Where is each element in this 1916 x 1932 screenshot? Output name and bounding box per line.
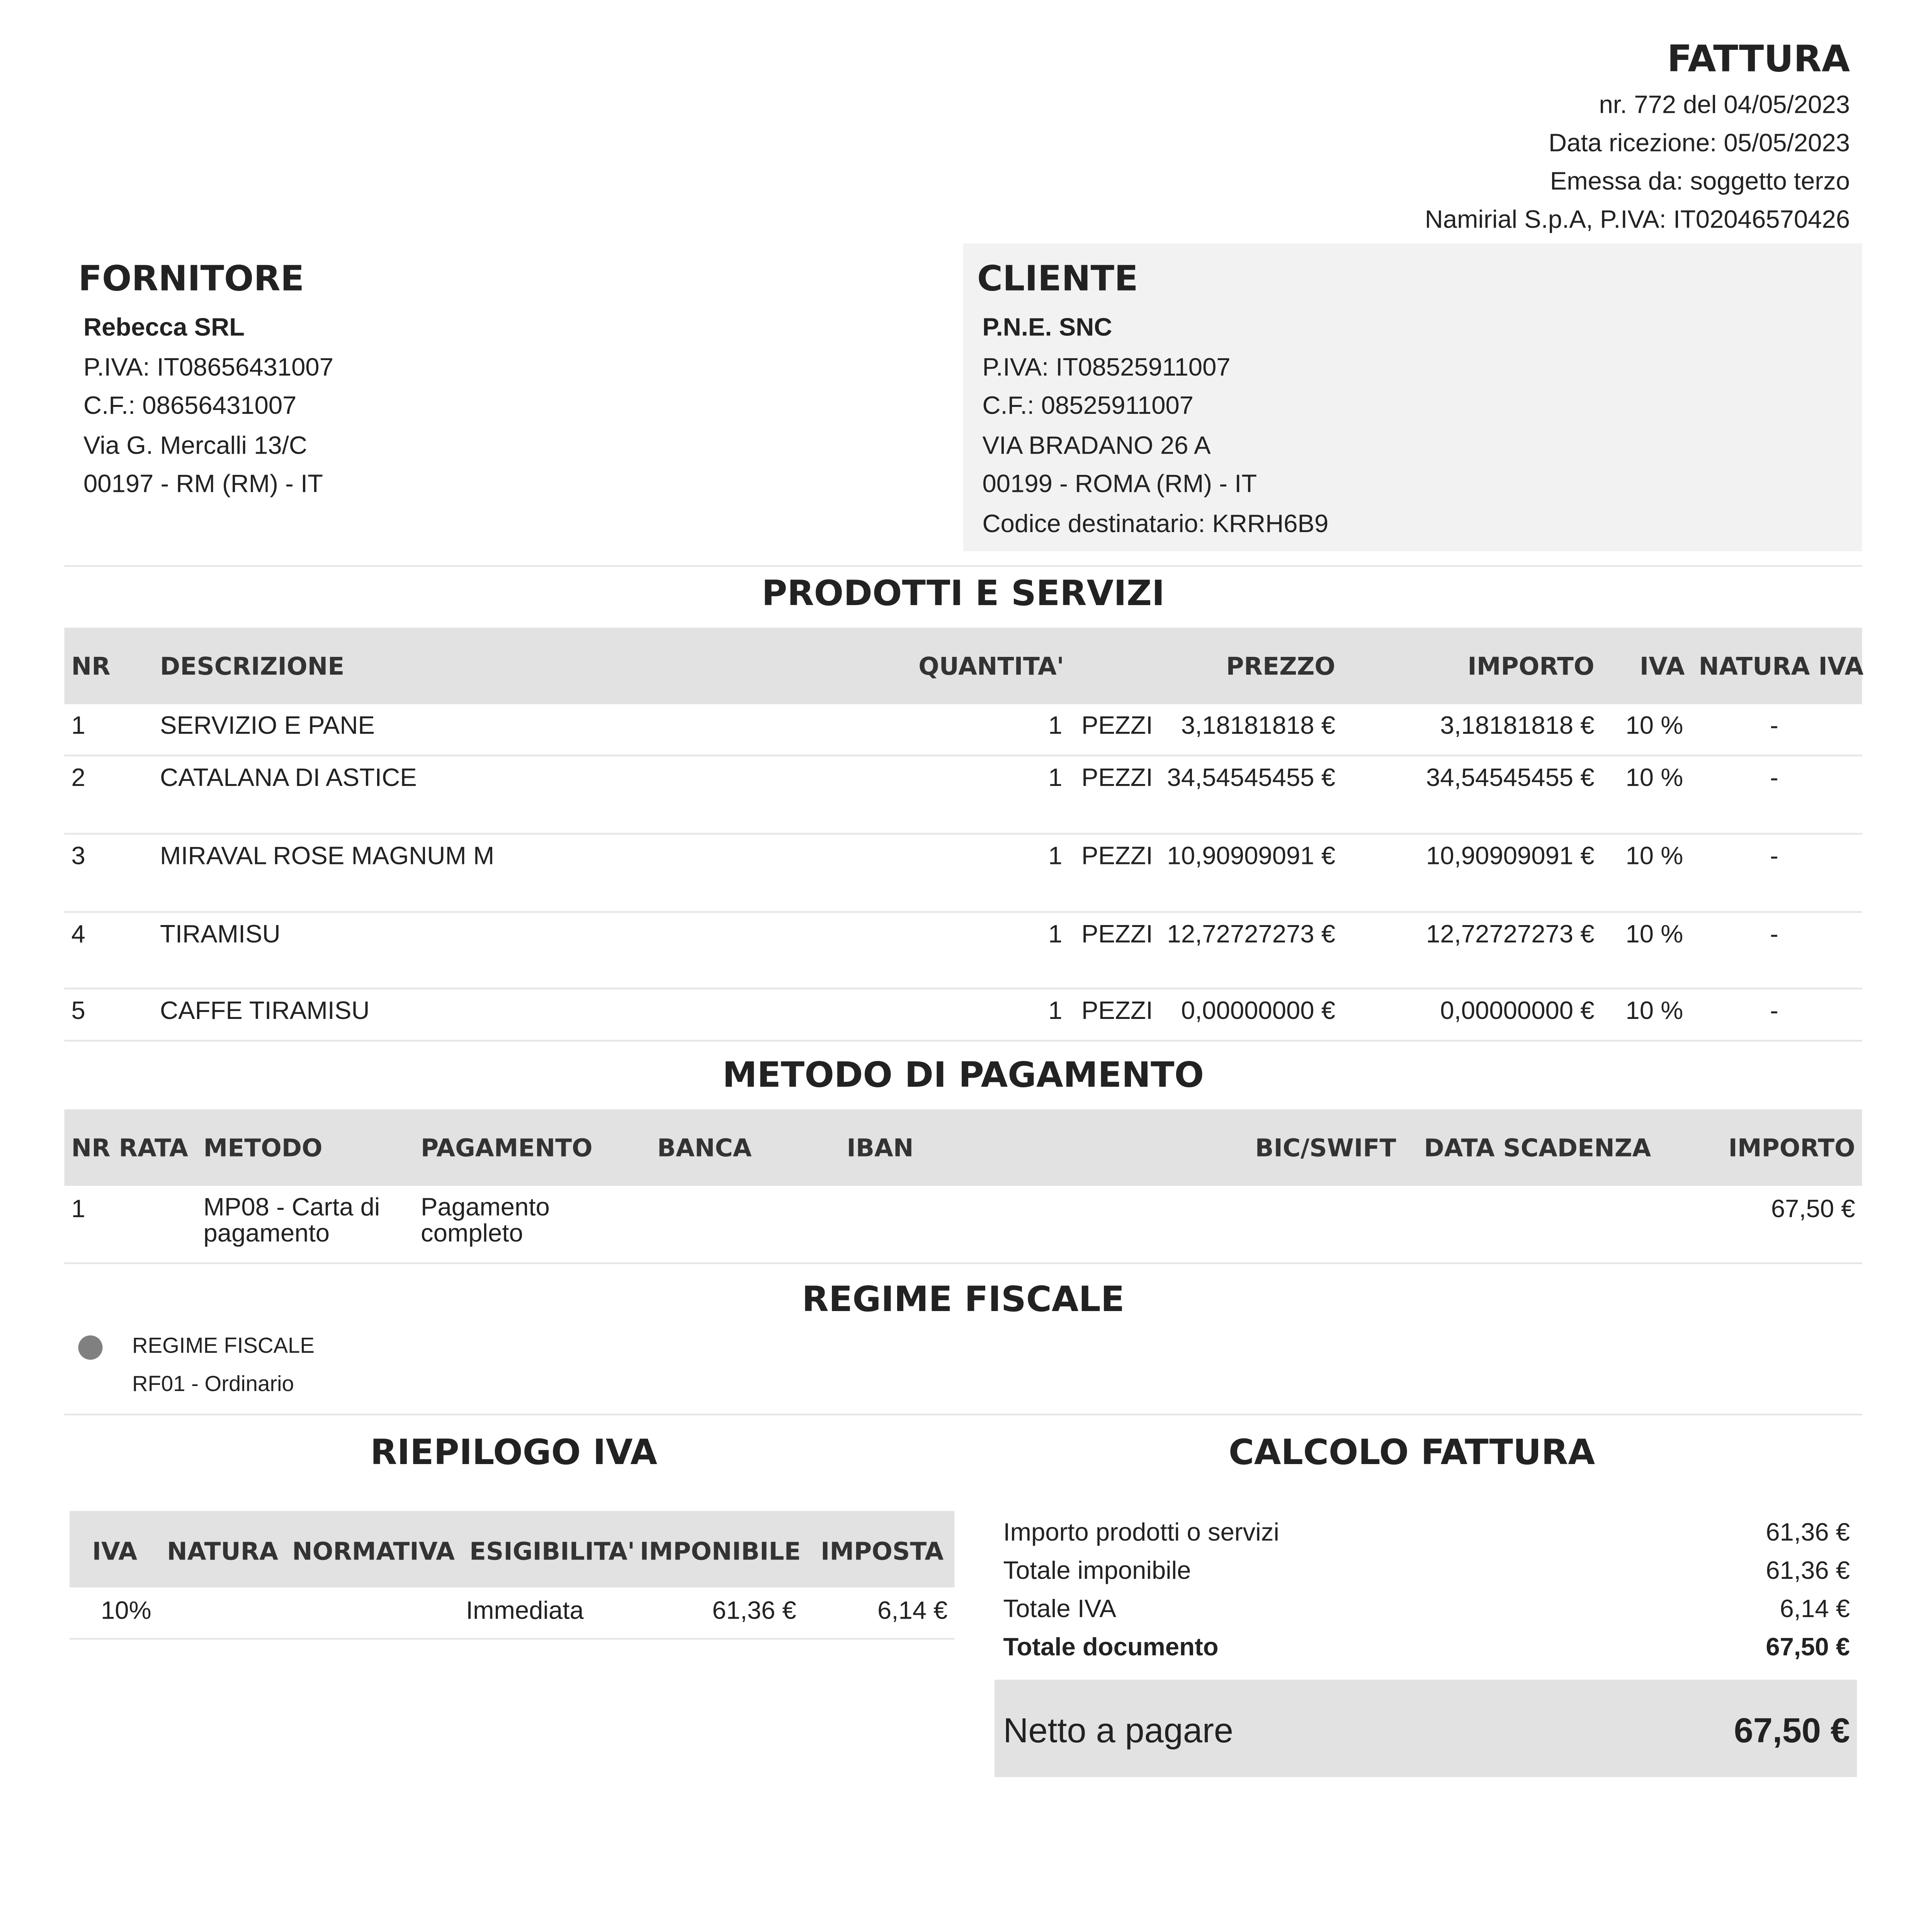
cliente-address: VIA BRADANO 26 A: [982, 432, 1211, 460]
col-esigibilita: ESIGIBILITA': [469, 1539, 635, 1567]
col-importo: IMPORTO: [1467, 654, 1595, 682]
row-divider: [65, 833, 1862, 835]
col-imposta: IMPOSTA: [821, 1539, 944, 1567]
regime-title: REGIME FISCALE: [802, 1278, 1125, 1320]
row-natura: -: [1770, 922, 1778, 949]
row-iva: 10 %: [1625, 998, 1683, 1026]
col-imponibile: IMPONIBILE: [640, 1539, 801, 1567]
row-prezzo: 10,90909091 €: [1167, 843, 1335, 871]
col-nr: NR: [71, 654, 111, 682]
rata-metodo: [204, 1196, 380, 1248]
fornitore-name: Rebecca SRL: [83, 315, 245, 343]
row-iva: 10 %: [1625, 922, 1683, 949]
row-nr: 2: [71, 765, 85, 793]
rata-pagamento-line1: Pagamento: [421, 1194, 550, 1223]
row-prezzo: 3,18181818 €: [1181, 713, 1335, 741]
row-natura: -: [1770, 713, 1778, 741]
row-importo: 10,90909091 €: [1426, 843, 1595, 871]
totale-documento-label: Totale documento: [1003, 1634, 1219, 1662]
issued-by: Emessa da: soggetto terzo: [1550, 168, 1850, 197]
row-quantita: 1: [1048, 713, 1063, 741]
row-prezzo: 12,72727273 €: [1167, 922, 1335, 949]
fornitore-block: [83, 310, 333, 505]
cliente-city: 00199 - ROMA (RM) - IT: [982, 471, 1257, 499]
row-natura: -: [1770, 765, 1778, 793]
col-quantita: QUANTITA': [918, 654, 1064, 682]
divider: [65, 565, 1862, 567]
rata-metodo-line1: MP08 - Carta di: [203, 1194, 380, 1223]
fornitore-address: Via G. Mercalli 13/C: [83, 432, 308, 460]
col-descrizione: DESCRIZIONE: [160, 654, 345, 682]
fornitore-city: 00197 - RM (RM) - IT: [83, 471, 323, 499]
row-importo: 3,18181818 €: [1440, 713, 1595, 741]
row-divider: [65, 755, 1862, 757]
row-unita: PEZZI: [1081, 922, 1153, 949]
cliente-cf: C.F.: 08525911007: [982, 393, 1194, 421]
col-natura: NATURA: [167, 1539, 278, 1567]
row-unita: PEZZI: [1081, 713, 1153, 741]
row-descrizione: CATALANA DI ASTICE: [160, 765, 417, 793]
riepilogo-iva: 10%: [101, 1598, 151, 1626]
cliente-block: [983, 310, 1329, 544]
row-prezzo: 0,00000000 €: [1181, 998, 1335, 1026]
row-quantita: 1: [1048, 765, 1063, 793]
riepilogo-imponibile: 61,36 €: [712, 1598, 796, 1626]
fornitore-cf: C.F.: 08656431007: [83, 393, 297, 421]
col-iva: IVA: [92, 1539, 138, 1567]
col-normativa: NORMATIVA: [292, 1539, 455, 1567]
netto-value: 67,50 €: [1734, 1713, 1850, 1751]
prodotti-title: PRODOTTI E SERVIZI: [762, 572, 1165, 614]
rata-pagamento: [421, 1196, 550, 1248]
regime-value: RF01 - Ordinario: [132, 1372, 294, 1396]
row-divider: [65, 988, 1862, 990]
netto-label: Netto a pagare: [1003, 1713, 1233, 1751]
calcolo-label: Importo prodotti o servizi: [1003, 1520, 1279, 1548]
row-quantita: 1: [1048, 922, 1063, 949]
intermediary: Namirial S.p.A, P.IVA: IT02046570426: [1425, 207, 1850, 235]
cliente-piva: P.IVA: IT08525911007: [982, 354, 1231, 382]
received-date: Data ricezione: 05/05/2023: [1549, 130, 1850, 158]
totale-documento-value: 67,50 €: [1766, 1634, 1850, 1662]
calcolo-title: CALCOLO FATTURA: [1228, 1431, 1595, 1473]
row-descrizione: TIRAMISU: [160, 922, 281, 949]
cliente-name: P.N.E. SNC: [982, 315, 1112, 343]
cliente-codice-destinatario: Codice destinatario: KRRH6B9: [982, 510, 1329, 538]
row-importo: 0,00000000 €: [1440, 998, 1595, 1026]
fornitore-title: FORNITORE: [78, 257, 304, 299]
rata-importo: 67,50 €: [1771, 1196, 1855, 1224]
row-nr: 4: [71, 922, 85, 949]
row-descrizione: SERVIZIO E PANE: [160, 713, 375, 741]
row-quantita: 1: [1048, 843, 1063, 871]
row-iva: 10 %: [1625, 843, 1683, 871]
row-nr: 3: [71, 843, 85, 871]
riepilogo-title: RIEPILOGO IVA: [370, 1431, 658, 1473]
row-quantita: 1: [1048, 998, 1063, 1026]
col-nr-rata: NR RATA: [71, 1135, 188, 1163]
row-unita: PEZZI: [1081, 843, 1153, 871]
col-metodo: METODO: [203, 1135, 323, 1163]
row-iva: 10 %: [1625, 765, 1683, 793]
row-unita: PEZZI: [1081, 765, 1153, 793]
invoice-title: FATTURA: [1667, 38, 1850, 80]
row-nr: 1: [71, 713, 85, 741]
riepilogo-esigibilita: Immediata: [466, 1598, 584, 1626]
col-pagamento: PAGAMENTO: [421, 1135, 593, 1163]
calcolo-label: Totale IVA: [1003, 1596, 1117, 1624]
col-bic-swift: BIC/SWIFT: [1255, 1135, 1396, 1163]
row-natura: -: [1770, 843, 1778, 871]
row-nr: 5: [71, 998, 85, 1026]
col-natura-iva: NATURA IVA: [1698, 654, 1864, 682]
row-descrizione: MIRAVAL ROSE MAGNUM M: [160, 843, 495, 871]
col-prezzo: PREZZO: [1226, 654, 1335, 682]
calcolo-value: 61,36 €: [1766, 1558, 1850, 1586]
col-iban: IBAN: [847, 1135, 914, 1163]
pagamento-title: METODO DI PAGAMENTO: [722, 1054, 1204, 1095]
rata-metodo-line2: pagamento: [203, 1221, 330, 1248]
row-divider: [65, 1262, 1862, 1264]
rata-pagamento-line2: completo: [421, 1221, 523, 1248]
row-importo: 12,72727273 €: [1426, 922, 1595, 949]
cliente-title: CLIENTE: [977, 257, 1138, 299]
col-data-scadenza: DATA SCADENZA: [1424, 1135, 1651, 1163]
row-importo: 34,54545455 €: [1426, 765, 1595, 793]
col-importo: IMPORTO: [1728, 1135, 1855, 1163]
calcolo-value: 6,14 €: [1780, 1596, 1850, 1624]
row-iva: 10 %: [1625, 713, 1683, 741]
calcolo-label: Totale imponibile: [1003, 1558, 1191, 1586]
row-prezzo: 34,54545455 €: [1167, 765, 1335, 793]
rata-nr: 1: [71, 1196, 85, 1224]
row-natura: -: [1770, 998, 1778, 1026]
col-banca: BANCA: [657, 1135, 752, 1163]
calcolo-value: 61,36 €: [1766, 1520, 1850, 1548]
row-divider: [65, 911, 1862, 913]
col-iva: IVA: [1639, 654, 1685, 682]
regime-label: REGIME FISCALE: [132, 1333, 315, 1358]
row-unita: PEZZI: [1081, 998, 1153, 1026]
divider: [65, 1414, 1862, 1416]
bullet-icon: [78, 1335, 103, 1360]
invoice-number: nr. 772 del 04/05/2023: [1599, 92, 1850, 120]
fornitore-piva: P.IVA: IT08656431007: [83, 354, 334, 382]
row-divider: [70, 1638, 955, 1640]
row-descrizione: CAFFE TIRAMISU: [160, 998, 370, 1026]
row-divider: [65, 1040, 1862, 1042]
riepilogo-imposta: 6,14 €: [877, 1598, 948, 1626]
